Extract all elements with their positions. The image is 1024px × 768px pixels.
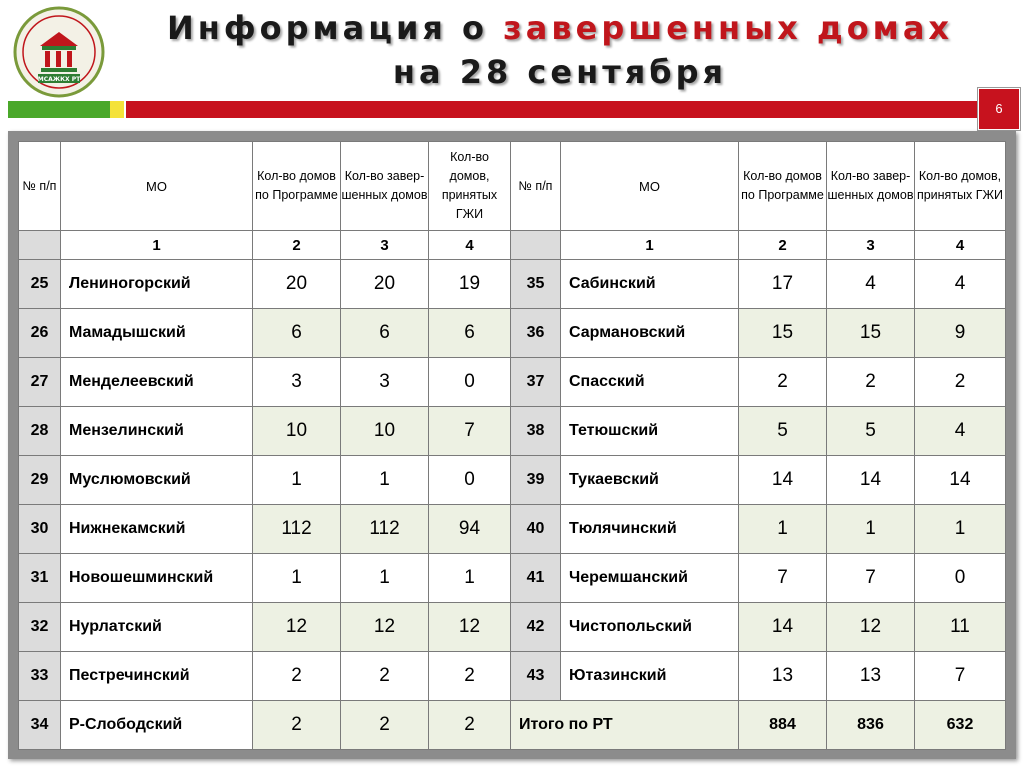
- row-number: 32: [19, 603, 61, 652]
- table-row: [19, 505, 1006, 554]
- completed-count: 5: [827, 407, 915, 456]
- row-number: 37: [511, 358, 561, 407]
- row-number: 31: [19, 554, 61, 603]
- stripe-yellow: [110, 101, 124, 118]
- blank-cell: [19, 231, 61, 260]
- municipality-name: Спасский: [561, 358, 739, 407]
- title-line2: на 28 сентября: [392, 53, 728, 91]
- completed-count: 15: [827, 309, 915, 358]
- header-accepted: Кол-во домов, принятых ГЖИ: [915, 142, 1006, 231]
- blank-cell: [511, 231, 561, 260]
- header-accepted: Кол-во домов, принятых ГЖИ: [429, 142, 511, 231]
- municipality-name: Мензелинский: [61, 407, 253, 456]
- table-row: [19, 260, 1006, 309]
- col-number: 2: [253, 231, 341, 260]
- program-count: 3: [253, 358, 341, 407]
- col-number: 3: [341, 231, 429, 260]
- accepted-count: 14: [915, 456, 1006, 505]
- municipality-name: Р-Слободский: [61, 701, 253, 750]
- title-accent: завершенных домах: [503, 9, 954, 47]
- page-title: [120, 6, 1000, 94]
- row-number: 42: [511, 603, 561, 652]
- program-count: 7: [739, 554, 827, 603]
- table-row: [19, 309, 1006, 358]
- col-number: 4: [915, 231, 1006, 260]
- program-count: 20: [253, 260, 341, 309]
- col-number: 4: [429, 231, 511, 260]
- title-part1: Информация о: [166, 9, 504, 47]
- table-row: [19, 652, 1006, 701]
- completed-count: 1: [827, 505, 915, 554]
- row-number: 36: [511, 309, 561, 358]
- completed-count: 10: [341, 407, 429, 456]
- accepted-count: 0: [429, 358, 511, 407]
- stripe-green: [8, 101, 110, 118]
- municipality-name: Сармановский: [561, 309, 739, 358]
- accepted-count: 12: [429, 603, 511, 652]
- row-number: 43: [511, 652, 561, 701]
- program-count: 112: [253, 505, 341, 554]
- municipality-name: Чистопольский: [561, 603, 739, 652]
- row-number: 34: [19, 701, 61, 750]
- program-count: 6: [253, 309, 341, 358]
- program-count: 14: [739, 603, 827, 652]
- table-row: [19, 554, 1006, 603]
- table-row: [19, 456, 1006, 505]
- header-num: № п/п: [511, 142, 561, 231]
- accepted-count: 6: [429, 309, 511, 358]
- completed-count: 4: [827, 260, 915, 309]
- program-count: 13: [739, 652, 827, 701]
- program-count: 1: [253, 554, 341, 603]
- ministry-logo: [8, 6, 110, 98]
- accepted-count: 1: [429, 554, 511, 603]
- municipality-name: Черемшанский: [561, 554, 739, 603]
- table-row: [19, 701, 1006, 750]
- program-count: 12: [253, 603, 341, 652]
- program-count: 15: [739, 309, 827, 358]
- completed-count: 112: [341, 505, 429, 554]
- municipality-name: Лениногорский: [61, 260, 253, 309]
- row-number: 38: [511, 407, 561, 456]
- program-count: 17: [739, 260, 827, 309]
- completed-count: 2: [341, 701, 429, 750]
- municipality-name: Ютазинский: [561, 652, 739, 701]
- houses-table: [18, 141, 1006, 750]
- municipality-name: Нурлатский: [61, 603, 253, 652]
- completed-count: 6: [341, 309, 429, 358]
- program-count: 14: [739, 456, 827, 505]
- row-number: 40: [511, 505, 561, 554]
- completed-count: 1: [341, 554, 429, 603]
- program-count: 5: [739, 407, 827, 456]
- row-number: 25: [19, 260, 61, 309]
- accepted-count: 11: [915, 603, 1006, 652]
- municipality-name: Новошешминский: [61, 554, 253, 603]
- municipality-name: Сабинский: [561, 260, 739, 309]
- accepted-count: 1: [915, 505, 1006, 554]
- accepted-count: 0: [429, 456, 511, 505]
- completed-count: 12: [341, 603, 429, 652]
- row-number: 33: [19, 652, 61, 701]
- municipality-name: Менделеевский: [61, 358, 253, 407]
- municipality-name: Пестречинский: [61, 652, 253, 701]
- municipality-name: Нижнекамский: [61, 505, 253, 554]
- program-count: 2: [253, 701, 341, 750]
- municipality-name: Тюлячинский: [561, 505, 739, 554]
- accepted-count: 9: [915, 309, 1006, 358]
- row-number: 27: [19, 358, 61, 407]
- program-count: 10: [253, 407, 341, 456]
- table-row: [19, 358, 1006, 407]
- row-number: 41: [511, 554, 561, 603]
- row-number: 29: [19, 456, 61, 505]
- stripe-red: [126, 101, 1018, 118]
- total-label: Итого по РТ: [511, 701, 739, 750]
- col-number: 1: [561, 231, 739, 260]
- completed-count: 2: [827, 358, 915, 407]
- row-number: 35: [511, 260, 561, 309]
- program-count: 1: [739, 505, 827, 554]
- total-completed: 836: [827, 701, 915, 750]
- accepted-count: 2: [915, 358, 1006, 407]
- accepted-count: 4: [915, 407, 1006, 456]
- accepted-count: 4: [915, 260, 1006, 309]
- municipality-name: Тукаевский: [561, 456, 739, 505]
- accepted-count: 0: [915, 554, 1006, 603]
- program-count: 2: [253, 652, 341, 701]
- accepted-count: 2: [429, 652, 511, 701]
- row-number: 26: [19, 309, 61, 358]
- header-program: Кол-во домов по Программе: [739, 142, 827, 231]
- completed-count: 20: [341, 260, 429, 309]
- municipality-name: Муслюмовский: [61, 456, 253, 505]
- program-count: 2: [739, 358, 827, 407]
- accepted-count: 2: [429, 701, 511, 750]
- total-accepted: 632: [915, 701, 1006, 750]
- header-num: № п/п: [19, 142, 61, 231]
- accepted-count: 7: [429, 407, 511, 456]
- page-number: 6: [978, 88, 1020, 130]
- completed-count: 12: [827, 603, 915, 652]
- total-program: 884: [739, 701, 827, 750]
- table-row: [19, 407, 1006, 456]
- accepted-count: 19: [429, 260, 511, 309]
- col-number: 3: [827, 231, 915, 260]
- header-row: [19, 142, 1006, 231]
- accepted-count: 94: [429, 505, 511, 554]
- header-mo: МО: [61, 142, 253, 231]
- completed-count: 7: [827, 554, 915, 603]
- completed-count: 1: [341, 456, 429, 505]
- accepted-count: 7: [915, 652, 1006, 701]
- row-number: 28: [19, 407, 61, 456]
- program-count: 1: [253, 456, 341, 505]
- completed-count: 2: [341, 652, 429, 701]
- row-number: 39: [511, 456, 561, 505]
- table-row: [19, 603, 1006, 652]
- col-number: 2: [739, 231, 827, 260]
- municipality-name: Мамадышский: [61, 309, 253, 358]
- logo-text: МСАЖКХ РТ: [37, 76, 81, 83]
- header-program: Кол-во домов по Программе: [253, 142, 341, 231]
- header-completed: Кол-во завер-шенных домов: [827, 142, 915, 231]
- row-number: 30: [19, 505, 61, 554]
- header-mo: МО: [561, 142, 739, 231]
- column-number-row: [19, 231, 1006, 260]
- completed-count: 14: [827, 456, 915, 505]
- col-number: 1: [61, 231, 253, 260]
- completed-count: 3: [341, 358, 429, 407]
- municipality-name: Тетюшский: [561, 407, 739, 456]
- completed-count: 13: [827, 652, 915, 701]
- header-completed: Кол-во завер-шенных домов: [341, 142, 429, 231]
